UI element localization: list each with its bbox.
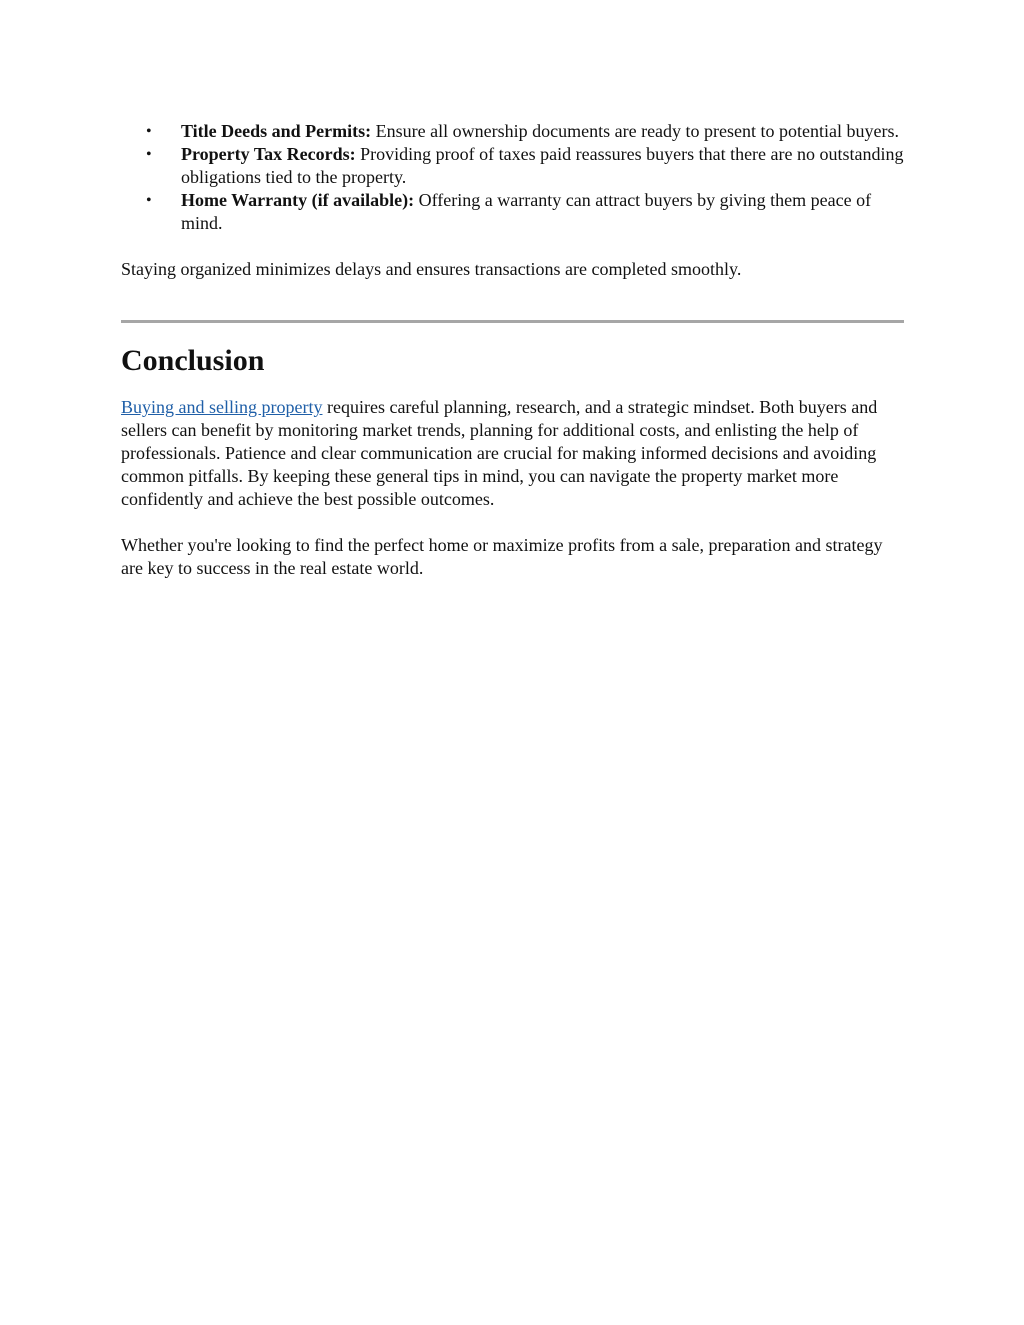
buying-selling-property-link[interactable]: Buying and selling property [121, 397, 323, 417]
list-item-term: Home Warranty (if available): [181, 190, 415, 210]
list-item-text: Providing proof of taxes paid reassures buyers that there are no outstanding obligations tied to the property. [181, 144, 904, 187]
conclusion-paragraph-1 [121, 396, 905, 511]
list-item [146, 143, 905, 189]
conclusion-paragraph-1-text: requires careful planning, research, and a strategic mindset. Both buyers and sellers can benefit by monitoring market trends, planning for additional costs, and enlisting the help of professionals. Patience and clear communication are crucial for making informed decisions and avoiding common pitfalls. By keeping these general tips in mind, you can navigate the property market more confidently and achieve the best possible outcomes. [121, 397, 878, 509]
conclusion-paragraph-2: Whether you're looking to find the perfect home or maximize profits from a sale, preparation and strategy are key to success in the real estate world. [121, 535, 883, 578]
document-content [121, 120, 905, 580]
documents-bullet-list [121, 120, 905, 235]
list-item-term: Title Deeds and Permits: [181, 121, 372, 141]
list-item-term: Property Tax Records: [181, 144, 356, 164]
list-item-text: Offering a warranty can attract buyers by giving them peace of mind. [181, 190, 872, 233]
list-item-text: Ensure all ownership documents are ready to present to potential buyers. [371, 121, 900, 141]
bullet-icon: • [146, 146, 152, 163]
bullet-icon: • [146, 123, 152, 140]
bullet-icon: • [146, 192, 152, 209]
section-divider [121, 320, 904, 323]
list-item [146, 189, 905, 235]
conclusion-heading: Conclusion [121, 344, 265, 377]
list-item [146, 120, 905, 143]
summary-paragraph: Staying organized minimizes delays and ensures transactions are completed smoothly. [121, 259, 742, 279]
